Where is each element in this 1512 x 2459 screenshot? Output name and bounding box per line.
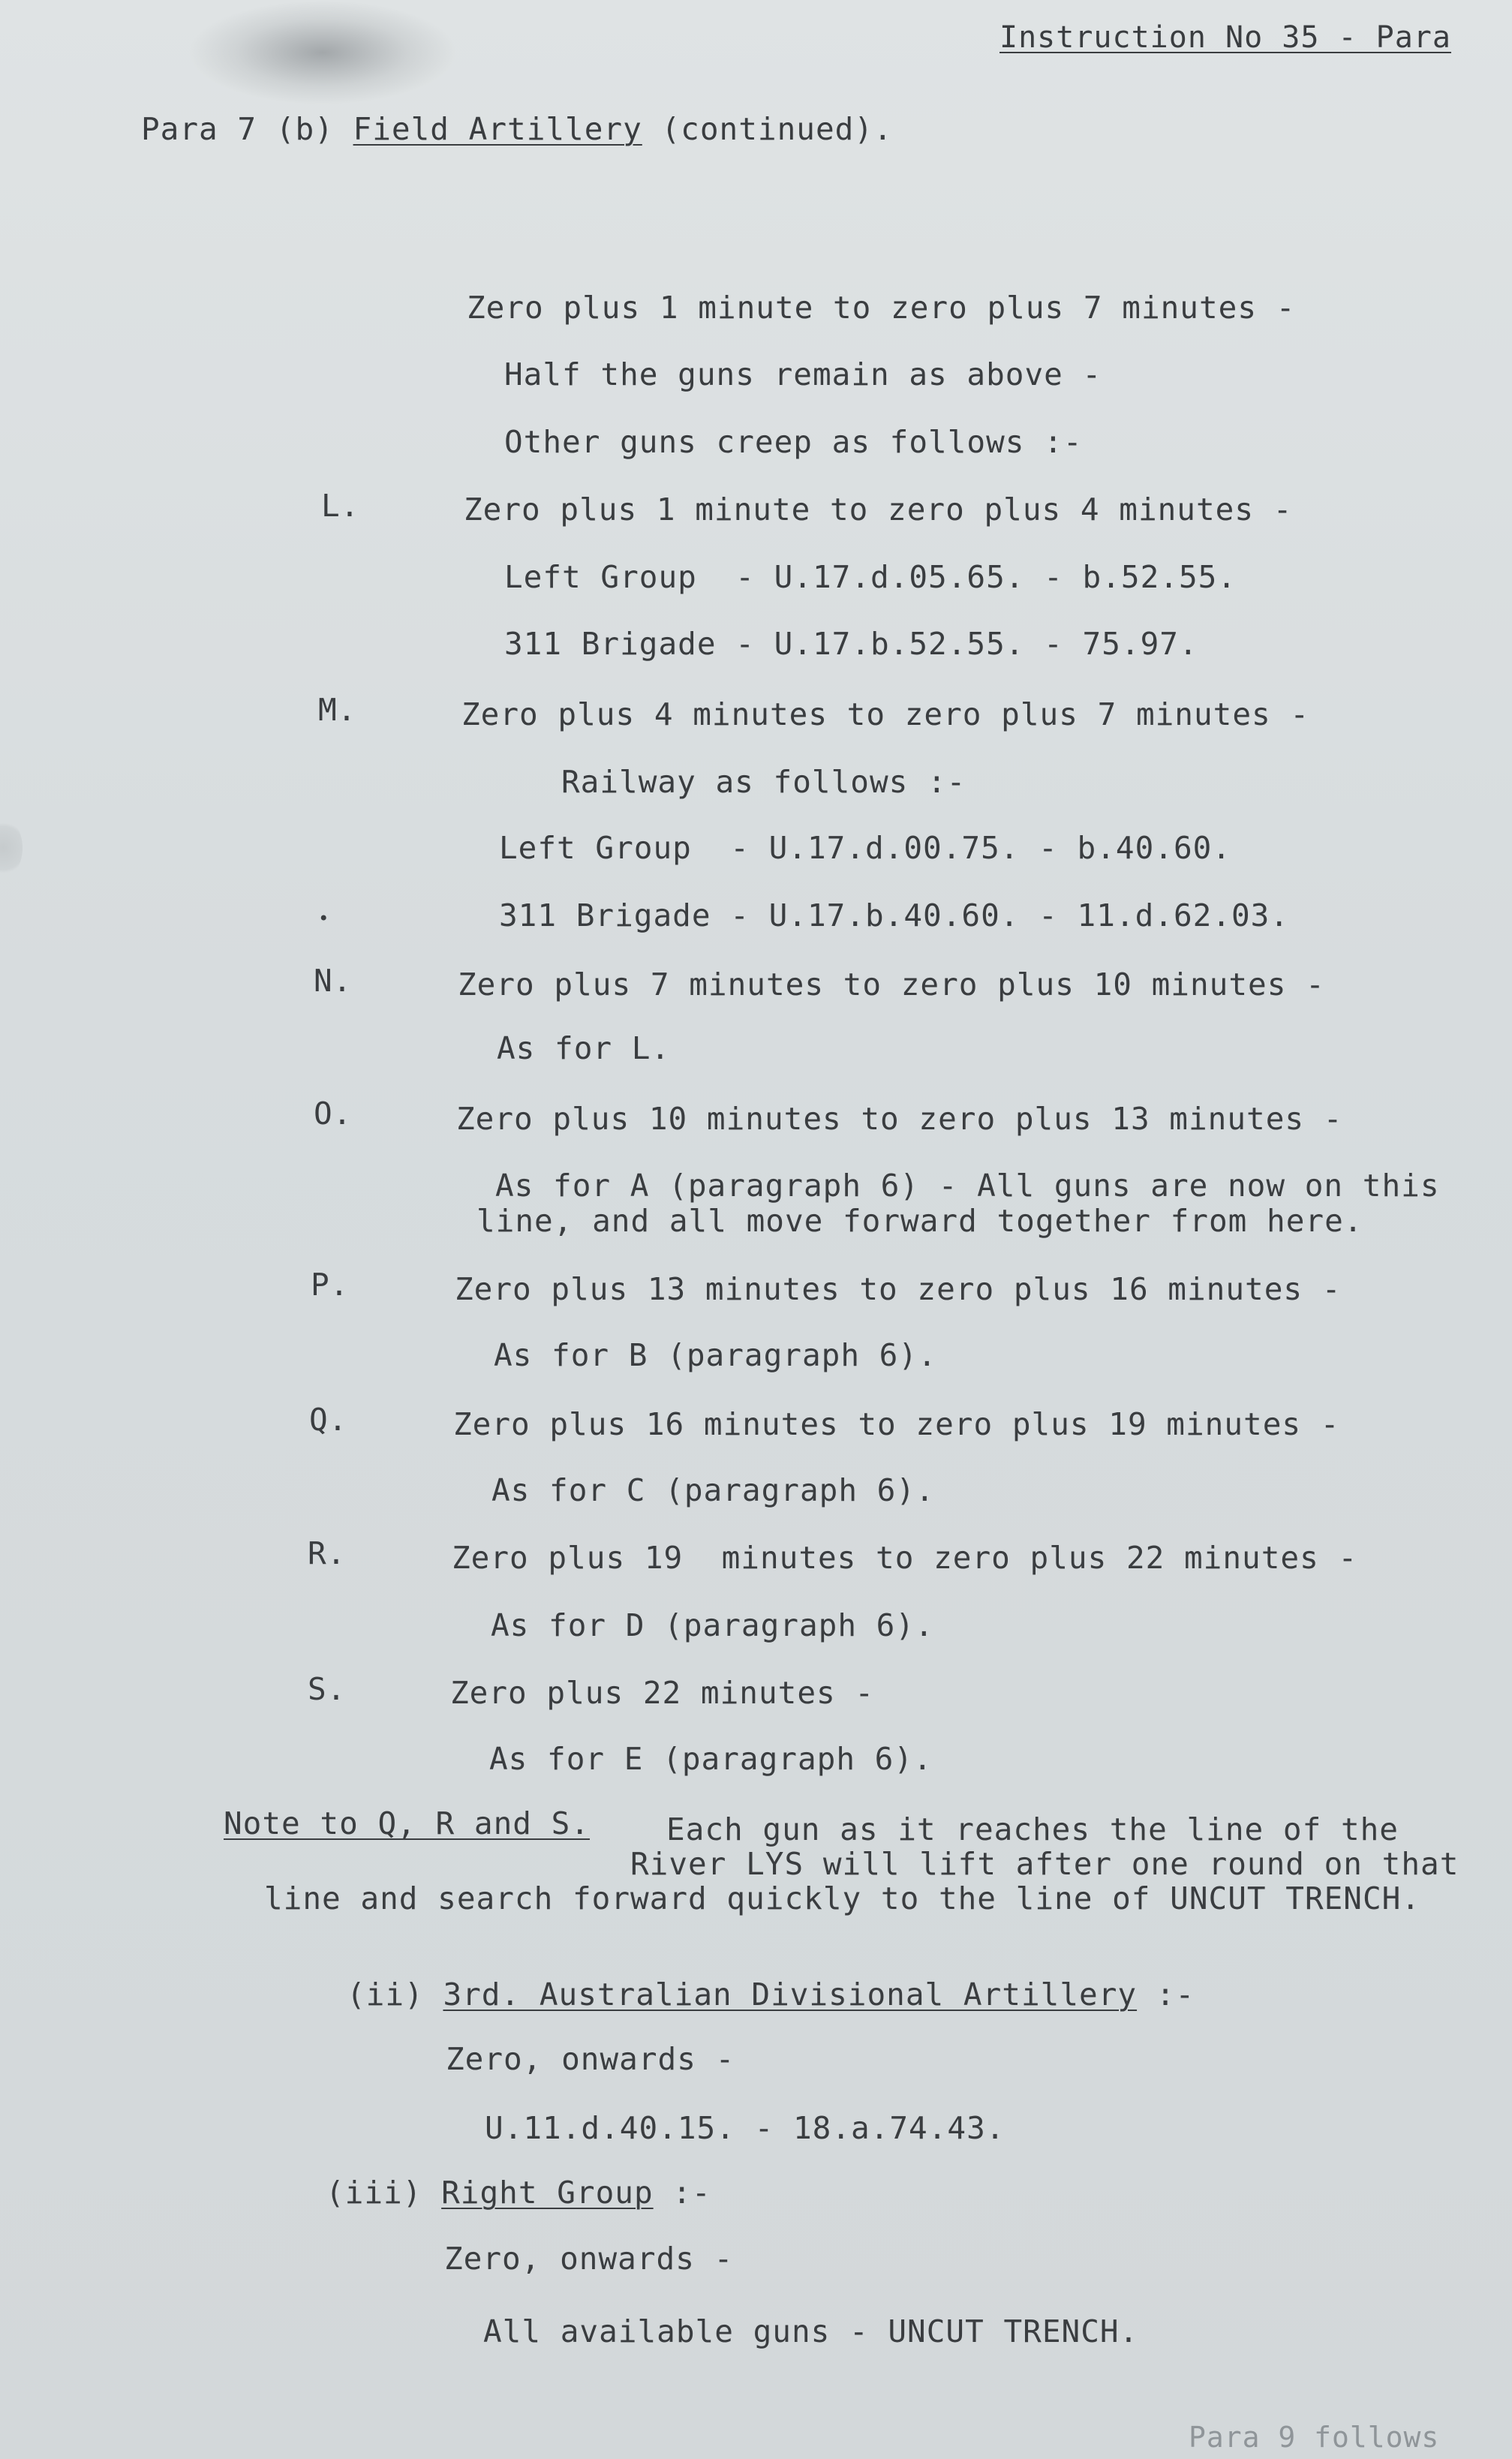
section-ii-line-2: U.11.d.40.15. - 18.a.74.43. — [485, 2110, 1005, 2146]
paragraph-heading — [141, 111, 893, 147]
paragraph-number: Para 7 (b) — [141, 111, 334, 147]
step-o-detail-1: As for A (paragraph 6) - All guns are now on this — [495, 1168, 1440, 1204]
step-s-timing: Zero plus 22 minutes - — [450, 1675, 875, 1711]
step-o-timing: Zero plus 10 minutes to zero plus 13 minutes - — [456, 1101, 1343, 1137]
section-iii-line-1: Zero, onwards - — [444, 2241, 734, 2277]
step-letter-s: S. — [308, 1671, 347, 1707]
step-letter-m: M. — [318, 692, 357, 728]
step-letter-r: R. — [308, 1535, 347, 1571]
step-m-311-brigade: 311 Brigade - U.17.b.40.60. - 11.d.62.03. — [499, 897, 1290, 933]
continuation-note: Para 9 follows — [1189, 2421, 1440, 2454]
step-letter-q: Q. — [309, 1402, 348, 1438]
instruction-reference: Instruction No 35 - Para — [999, 20, 1451, 55]
step-letter-p: P. — [311, 1267, 350, 1303]
step-n-timing: Zero plus 7 minutes to zero plus 10 minutes - — [458, 966, 1325, 1003]
section-ii-number: (ii) — [347, 1977, 424, 2013]
note-line-2: River LYS will lift after one round on that — [630, 1846, 1459, 1882]
step-letter-n: N. — [314, 963, 353, 999]
step-l-311-brigade: 311 Brigade - U.17.b.52.55. - 75.97. — [504, 626, 1198, 662]
step-m-marker: • — [318, 908, 330, 929]
punch-hole — [0, 818, 23, 878]
step-q-detail: As for C (paragraph 6). — [491, 1472, 935, 1508]
step-m-railway: Railway as follows :- — [561, 764, 966, 800]
step-m-timing: Zero plus 4 minutes to zero plus 7 minutes - — [461, 696, 1310, 732]
step-p-timing: Zero plus 13 minutes to zero plus 16 minutes - — [455, 1271, 1342, 1307]
intro-line-2: Half the guns remain as above - — [504, 356, 1102, 392]
step-m-left-group: Left Group - U.17.d.00.75. - b.40.60. — [499, 830, 1231, 866]
intro-line-3: Other guns creep as follows :- — [504, 424, 1083, 460]
section-ii-line-1: Zero, onwards - — [446, 2041, 735, 2077]
section-iii-line-2: All available guns - UNCUT TRENCH. — [483, 2313, 1139, 2349]
section-ii-suffix: :- — [1156, 1977, 1195, 2013]
step-p-detail: As for B (paragraph 6). — [494, 1337, 937, 1373]
step-n-detail: As for L. — [497, 1030, 671, 1066]
paragraph-title: Field Artillery — [353, 111, 642, 147]
step-o-detail-2: line, and all move forward together from here. — [476, 1203, 1363, 1239]
paragraph-suffix: (continued). — [661, 111, 893, 147]
step-letter-o: O. — [314, 1096, 353, 1132]
step-q-timing: Zero plus 16 minutes to zero plus 19 minutes - — [453, 1406, 1340, 1442]
step-l-timing: Zero plus 1 minute to zero plus 4 minutes - — [464, 491, 1293, 528]
section-ii-heading — [347, 1977, 1195, 2013]
step-r-detail: As for D (paragraph 6). — [491, 1607, 934, 1643]
step-letter-l: L. — [321, 488, 360, 524]
note-line-1: Each gun as it reaches the line of the — [666, 1811, 1399, 1847]
note-label: Note to Q, R and S. — [224, 1805, 590, 1841]
section-iii-suffix: :- — [672, 2175, 711, 2211]
step-s-detail: As for E (paragraph 6). — [489, 1741, 933, 1777]
intro-line-1: Zero plus 1 minute to zero plus 7 minutes - — [467, 290, 1296, 326]
step-r-timing: Zero plus 19 minutes to zero plus 22 minutes - — [452, 1540, 1358, 1576]
section-ii-title: 3rd. Australian Divisional Artillery — [443, 1977, 1138, 2013]
note-line-3: line and search forward quickly to the line of UNCUT TRENCH. — [264, 1880, 1421, 1916]
step-l-left-group: Left Group - U.17.d.05.65. - b.52.55. — [504, 559, 1237, 595]
section-iii-number: (iii) — [326, 2175, 422, 2211]
section-iii-heading — [326, 2175, 711, 2211]
ink-smudge — [188, 0, 458, 105]
section-iii-title: Right Group — [441, 2175, 654, 2211]
